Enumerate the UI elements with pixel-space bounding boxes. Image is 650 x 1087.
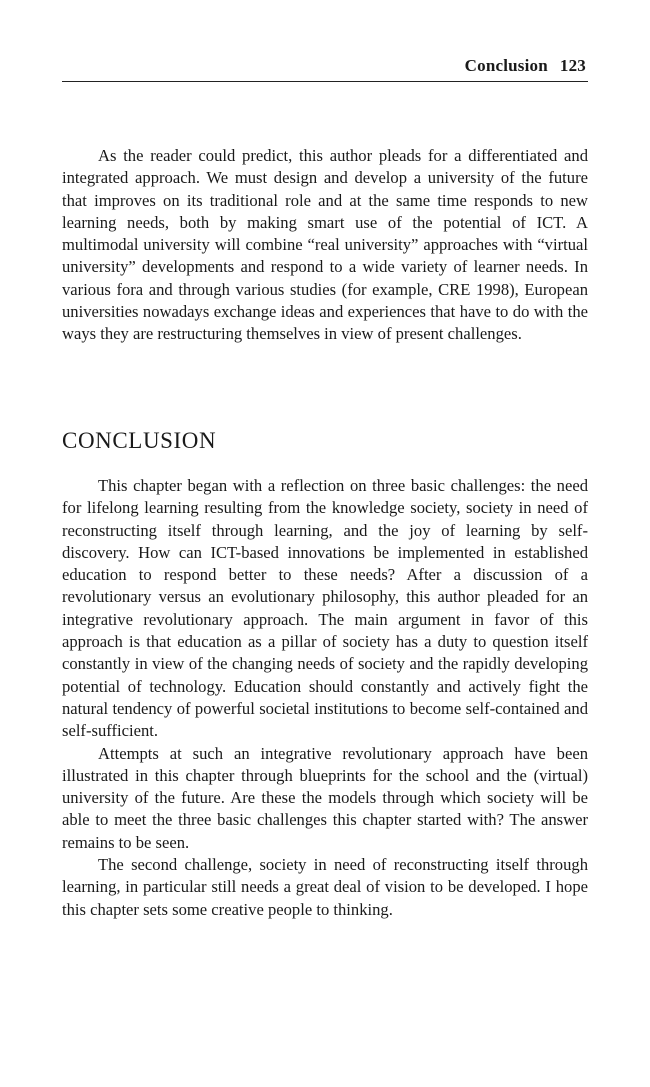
- section-heading: CONCLUSION: [62, 428, 217, 453]
- conclusion-paragraph-3: The second challenge, society in need of reconstructing itself through learning, in particular still needs a great deal of vision to be developed. I hope this chapter sets some creative people to thinking.: [62, 855, 588, 919]
- header-rule: [62, 81, 588, 82]
- conclusion-paragraph-2: Attempts at such an integrative revolutionary approach have been illustrated in this chapter through blueprints for the school and the (virtual) university of the future. Are these the models through which society will be able to meet the three basic challenges this chapter started with? The answer remains to be seen.: [62, 743, 588, 852]
- intro-section: [62, 145, 588, 346]
- page-number: 123: [559, 56, 586, 75]
- conclusion-paragraph-1: This chapter began with a reflection on three basic challenges: the need for lifelong learning resulting from the knowledge society, society in need of reconstructing itself through learning, and the joy of learning by self-discovery. How can ICT-based innovations be implemented in established education to respond better to these needs? After a discussion of a revolutionary versus an evolutionary philosophy, this author pleaded for an integrative revolutionary approach. The main argument in favor of this approach is that education as a pillar of society has a duty to question itself constantly in view of the changing needs of society and the rapidly developing potential of technology. Education should constantly and actively fight the natural tendency of powerful societal institutions to become self-contained and self-sufficient.: [62, 476, 588, 741]
- intro-paragraph: As the reader could predict, this author pleads for a differentiated and integrated approach. We must design and develop a university of the future that improves on its traditional role and at the same time responds to new learning needs, both by making smart use of the potential of ICT. A multimodal university will combine “real university” approaches with “virtual university” developments and respond to a wide variety of learner needs. In various fora and through various studies (for example, CRE 1998), European universities nowadays exchange ideas and experiences that have to do with the ways they are restructuring themselves in view of present challenges.: [62, 146, 588, 344]
- conclusion-body: [62, 475, 588, 921]
- running-head: [465, 56, 586, 76]
- running-head-title: Conclusion: [464, 56, 548, 75]
